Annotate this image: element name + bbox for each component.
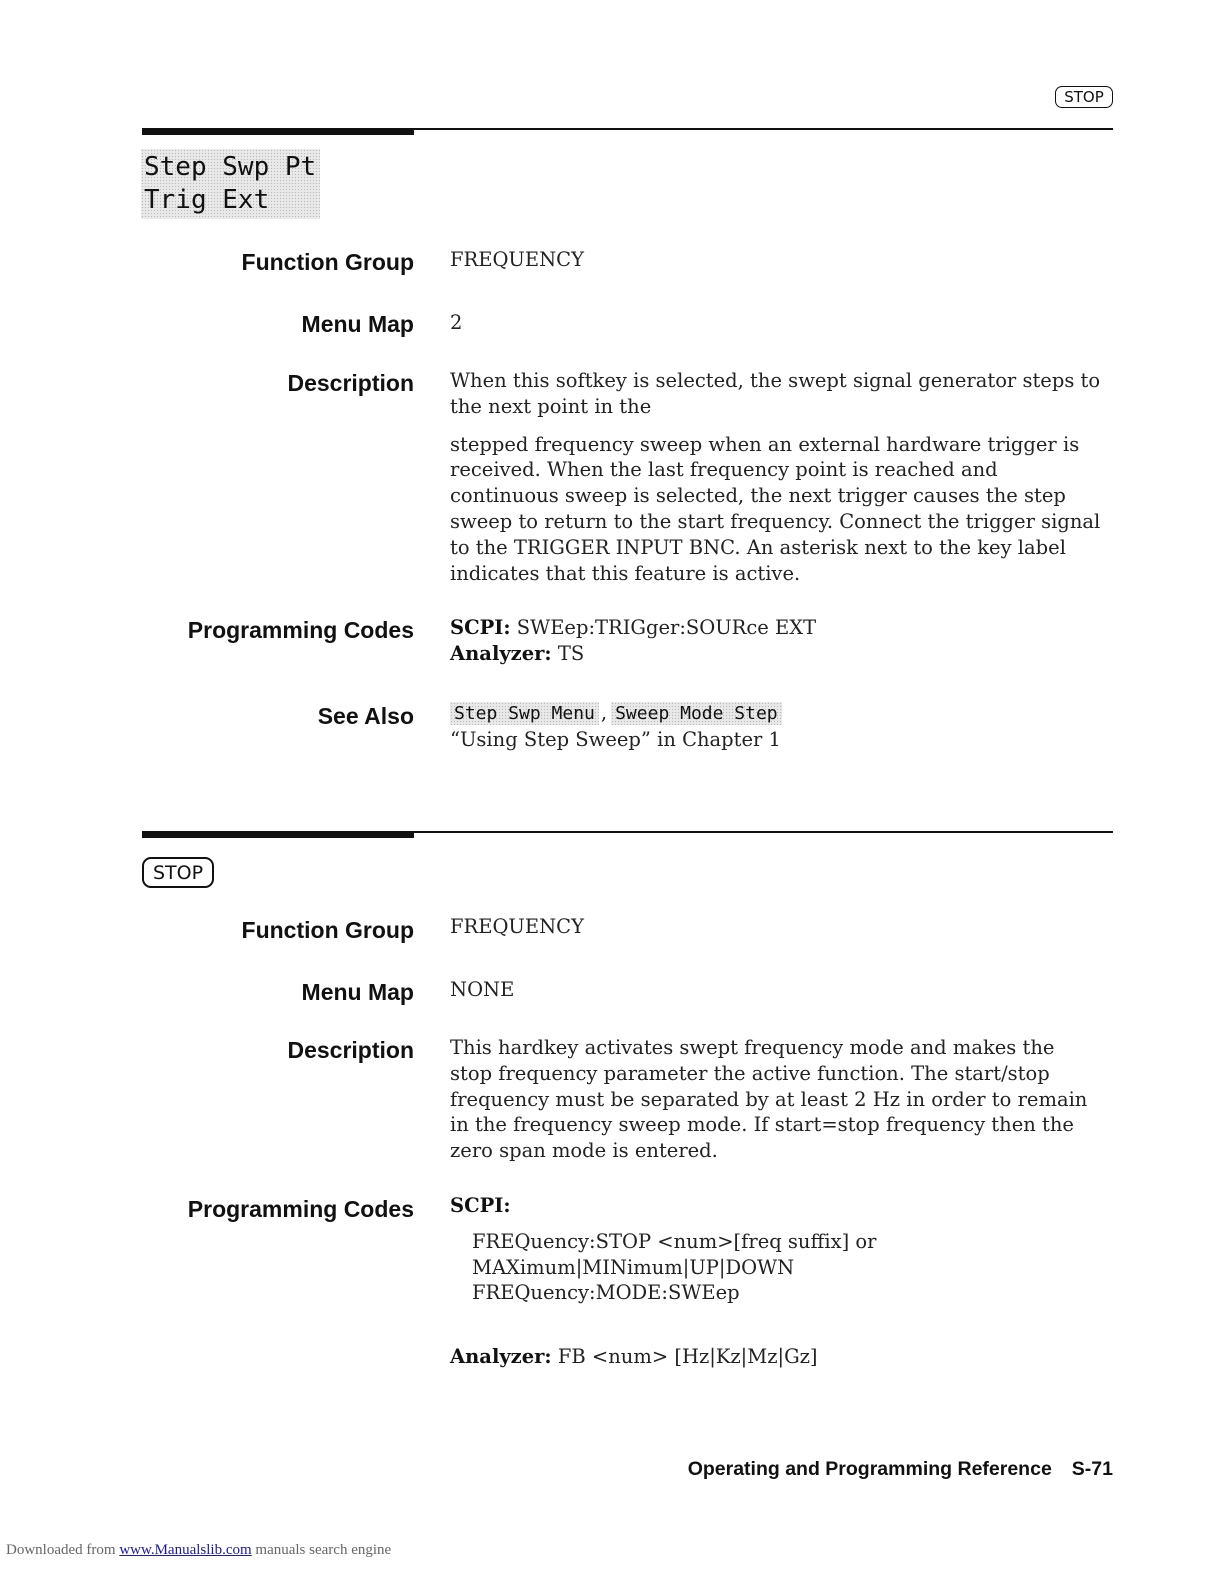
scpi-value: SWEep:TRIGger:SOURce EXT bbox=[516, 616, 817, 639]
description-paragraph: This hardkey activates swept frequency mode and makes the stop frequency parameter the active function. The start/stop frequency must be separated by at least 2 Hz in order to remain in the frequency sweep mode. If start=stop frequency then the zero span mode is entered. bbox=[450, 1036, 1088, 1163]
menu-map-label: Menu Map bbox=[301, 311, 414, 337]
description-label: Description bbox=[287, 370, 414, 396]
scpi-line bbox=[450, 615, 1115, 641]
menu-map-label: Menu Map bbox=[301, 979, 414, 1005]
description-label: Description bbox=[287, 1037, 414, 1063]
function-group-label: Function Group bbox=[241, 917, 414, 943]
download-suffix: manuals search engine bbox=[255, 1542, 392, 1558]
see-also-label: See Also bbox=[317, 703, 414, 729]
see-also-separator: , bbox=[600, 701, 608, 724]
softkey-title-line-2: Trig Ext bbox=[144, 185, 270, 215]
download-prefix: Downloaded from bbox=[6, 1542, 116, 1558]
section-rule-thin-2 bbox=[414, 831, 1113, 833]
section-rule-thick-2 bbox=[142, 831, 414, 838]
programming-codes-label: Programming Codes bbox=[187, 1196, 414, 1222]
see-also-reference: “Using Step Sweep” in Chapter 1 bbox=[450, 727, 781, 751]
footer-section-title: Operating and Programming Reference bbox=[687, 1458, 1052, 1480]
scpi-label: SCPI: bbox=[450, 616, 511, 639]
analyzer-value: FB <num> [Hz|Kz|Mz|Gz] bbox=[557, 1345, 818, 1369]
function-group-label: Function Group bbox=[241, 249, 414, 275]
description-paragraph: When this softkey is selected, the swept signal generator steps to the next point in the bbox=[450, 369, 1101, 418]
scpi-code-line: MAXimum|MINimum|UP|DOWN bbox=[472, 1255, 795, 1279]
stop-hardkey-title bbox=[142, 857, 214, 888]
programming-codes-block bbox=[450, 615, 1115, 667]
see-also-block bbox=[450, 700, 1115, 753]
function-group-value: FREQUENCY bbox=[450, 915, 584, 938]
see-also-softkey-sweep-mode-step: Sweep Mode Step bbox=[611, 702, 782, 725]
stop-hardkey-title-label: STOP bbox=[152, 862, 204, 884]
analyzer-value: TS bbox=[557, 641, 585, 665]
section-rule-thick-1 bbox=[142, 128, 414, 135]
header-stop-label: STOP bbox=[1064, 88, 1104, 106]
menu-map-value: NONE bbox=[450, 978, 515, 1001]
scpi-code-line: FREQuency:STOP <num>[freq suffix] or bbox=[472, 1229, 877, 1253]
manualslib-link[interactable]: www.Manualslib.com bbox=[119, 1542, 252, 1558]
analyzer-line bbox=[450, 641, 1115, 667]
menu-map-value: 2 bbox=[450, 311, 463, 334]
analyzer-label: Analyzer: bbox=[450, 1345, 552, 1369]
description-text bbox=[450, 368, 1115, 586]
footer-page-number: S-71 bbox=[1071, 1458, 1113, 1480]
function-group-value: FREQUENCY bbox=[450, 248, 584, 271]
see-also-softkeys bbox=[450, 700, 1115, 727]
header-stop-hardkey bbox=[1055, 86, 1113, 108]
analyzer-label: Analyzer: bbox=[450, 641, 552, 665]
description-text bbox=[450, 1035, 1115, 1164]
description-paragraph: stepped frequency sweep when an external hardware trigger is received. When the last frequency point is reached and continuous sweep is selected, the next trigger causes the step sweep to return to the start frequency. Connect the trigger signal to the TRIGGER INPUT BNC. An asterisk next to the key label indicates that this feature is active. bbox=[450, 432, 1101, 585]
page-footer bbox=[688, 1458, 1113, 1481]
scpi-label: SCPI: bbox=[450, 1194, 511, 1217]
scpi-code-lines bbox=[450, 1229, 1115, 1306]
scpi-code-line: FREQuency:MODE:SWEep bbox=[472, 1281, 740, 1305]
programming-codes-label: Programming Codes bbox=[187, 617, 414, 643]
softkey-title-line-1: Step Swp Pt bbox=[144, 152, 317, 182]
analyzer-line bbox=[450, 1344, 1115, 1370]
download-notice bbox=[6, 1542, 391, 1559]
see-also-softkey-step-swp-menu: Step Swp Menu bbox=[450, 702, 599, 725]
programming-codes-block bbox=[450, 1193, 1115, 1370]
softkey-title-step-swp-pt-trig-ext bbox=[141, 149, 320, 219]
section-rule-thin-1 bbox=[414, 128, 1113, 130]
